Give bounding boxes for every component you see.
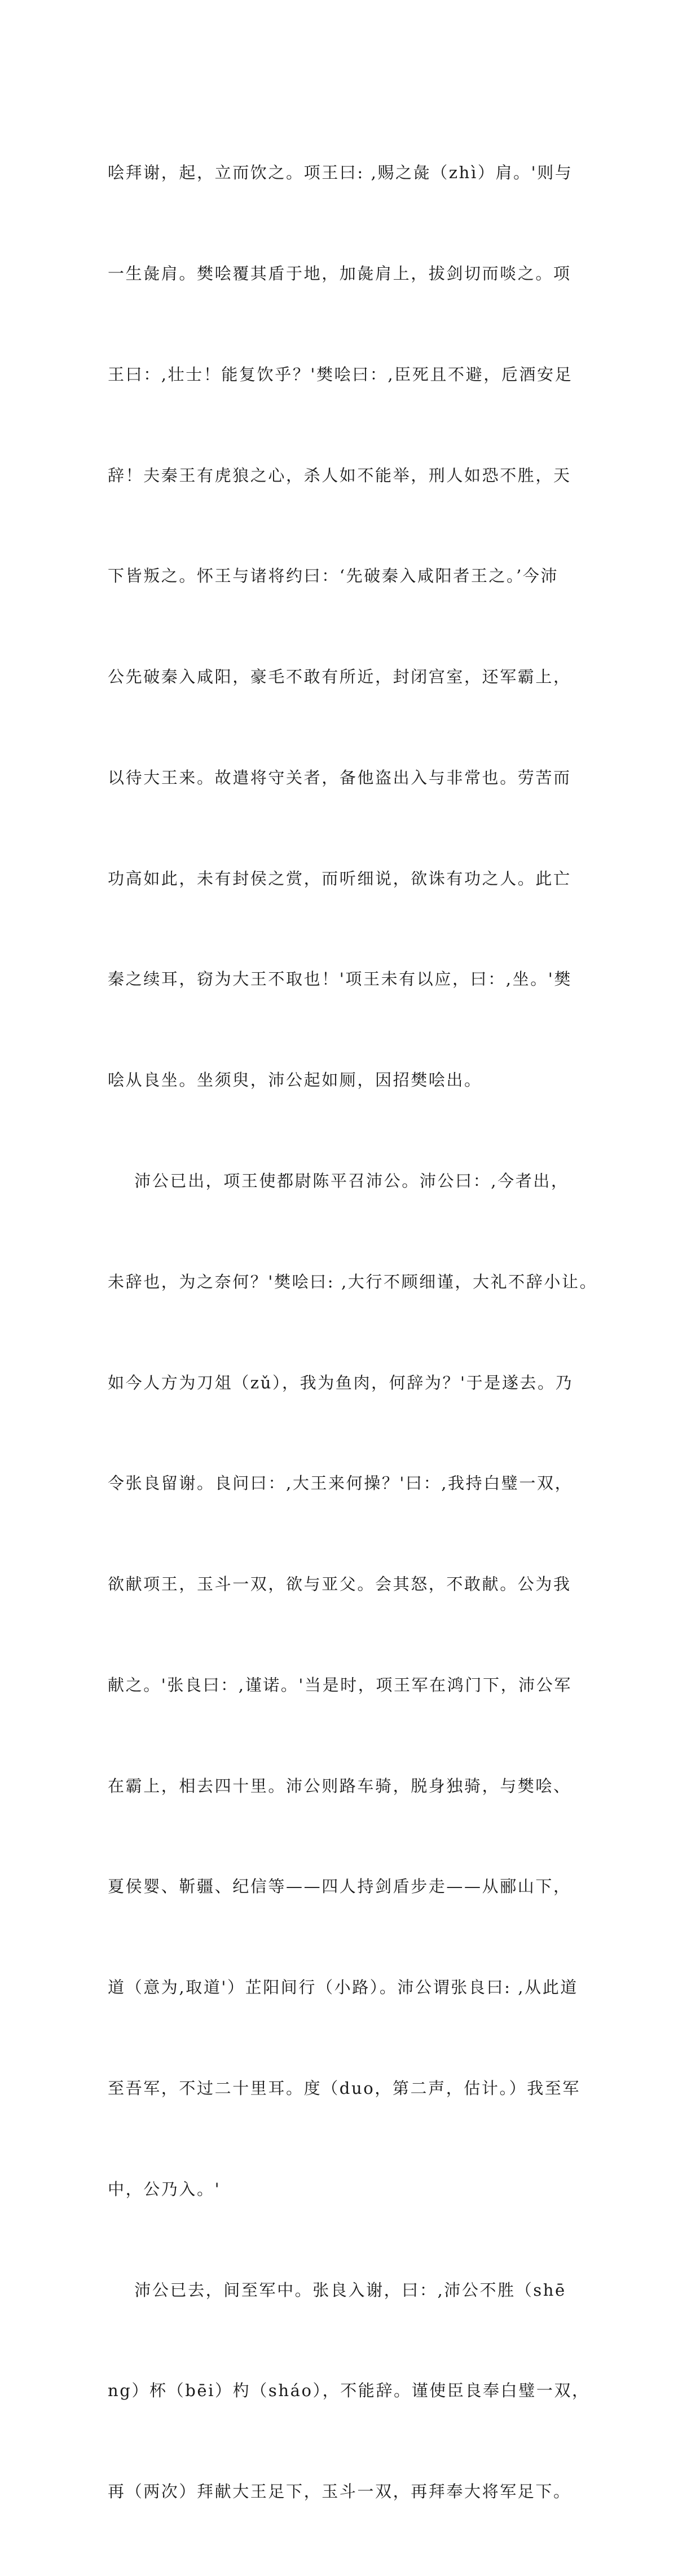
text-line: 以待大王来。故遣将守关者，备他盗出入与非常也。劳苦而 [108,767,571,787]
text-line: 如今人方为刀俎（zǔ），我为鱼肉，何辞为？'于是遂去。乃 [108,1373,574,1392]
text-line: 再（两次）拜献大王足下，玉斗一双，再拜奉大将军足下。 [108,2482,571,2502]
text-line: 未辞也，为之奈何？'樊哙曰: ,大行不顾细谨，大礼不辞小让。 [108,1272,598,1291]
text-line: 至吾军，不过二十里耳。度（duo，第二声，估计。）我至军 [108,2079,581,2098]
paragraph-start-line: 沛公已出，项王使都尉陈平召沛公。沛公曰：,今者出， [108,1171,569,1190]
paragraph-start-line: 沛公已去，间至军中。张良入谢，曰：,沛公不胜（shē [108,2280,566,2300]
text-line: 秦之续耳，窃为大王不取也！'项王未有以应，曰：,坐。'樊 [108,969,572,989]
text-line: 献之。'张良曰：,谨诺。'当是时，项王军在鸿门下，沛公军 [108,1675,572,1695]
text-line: 下皆叛之。怀王与诸将约曰：‘先破秦入咸阳者王之。’今沛 [108,566,559,586]
document-body [108,89,615,2576]
text-line: ng）杯（bēi）杓（sháo），不能辞。谨使臣良奉白璧一双， [108,2381,590,2401]
text-line: 功高如此，未有封侯之赏，而听细说，欲诛有功之人。此亡 [108,868,571,888]
text-line: 哙拜谢，起，立而饮之。项王曰: ,赐之彘（zhì）肩。'则与 [108,163,573,183]
text-line: 一生彘肩。樊哙覆其盾于地，加彘肩上，拔剑切而啖之。项 [108,263,571,283]
text-line: 夏侯婴、靳疆、纪信等——四人持剑盾步走——从郦山下， [108,1877,571,1896]
text-line: 令张良留谢。良问曰：,大王来何操？'曰：,我持白璧一双， [108,1474,573,1493]
text-line: 中，公乃入。' [108,2179,221,2199]
text-line: 公先破秦入咸阳，豪毛不敢有所近，封闭宫室，还军霸上， [108,667,571,687]
text-line: 在霸上，相去四十里。沛公则路车骑，脱身独骑，与樊哙、 [108,1776,571,1796]
text-line: 王曰：,壮士！能复饮乎？'樊哙曰：,臣死且不避，卮酒安足 [108,364,573,384]
text-line: 欲献项王，玉斗一双，欲与亚父。会其怒，不敢献。公为我 [108,1574,571,1594]
text-line: 道（意为,取道'）芷阳间行（小路）。沛公谓张良曰: ,从此道 [108,1978,578,1997]
text-line: 辞！夫秦王有虎狼之心，杀人如不能举，刑人如恐不胜，天 [108,465,571,485]
text-line: 哙从良坐。坐须臾，沛公起如厕，因招樊哙出。 [108,1070,482,1090]
